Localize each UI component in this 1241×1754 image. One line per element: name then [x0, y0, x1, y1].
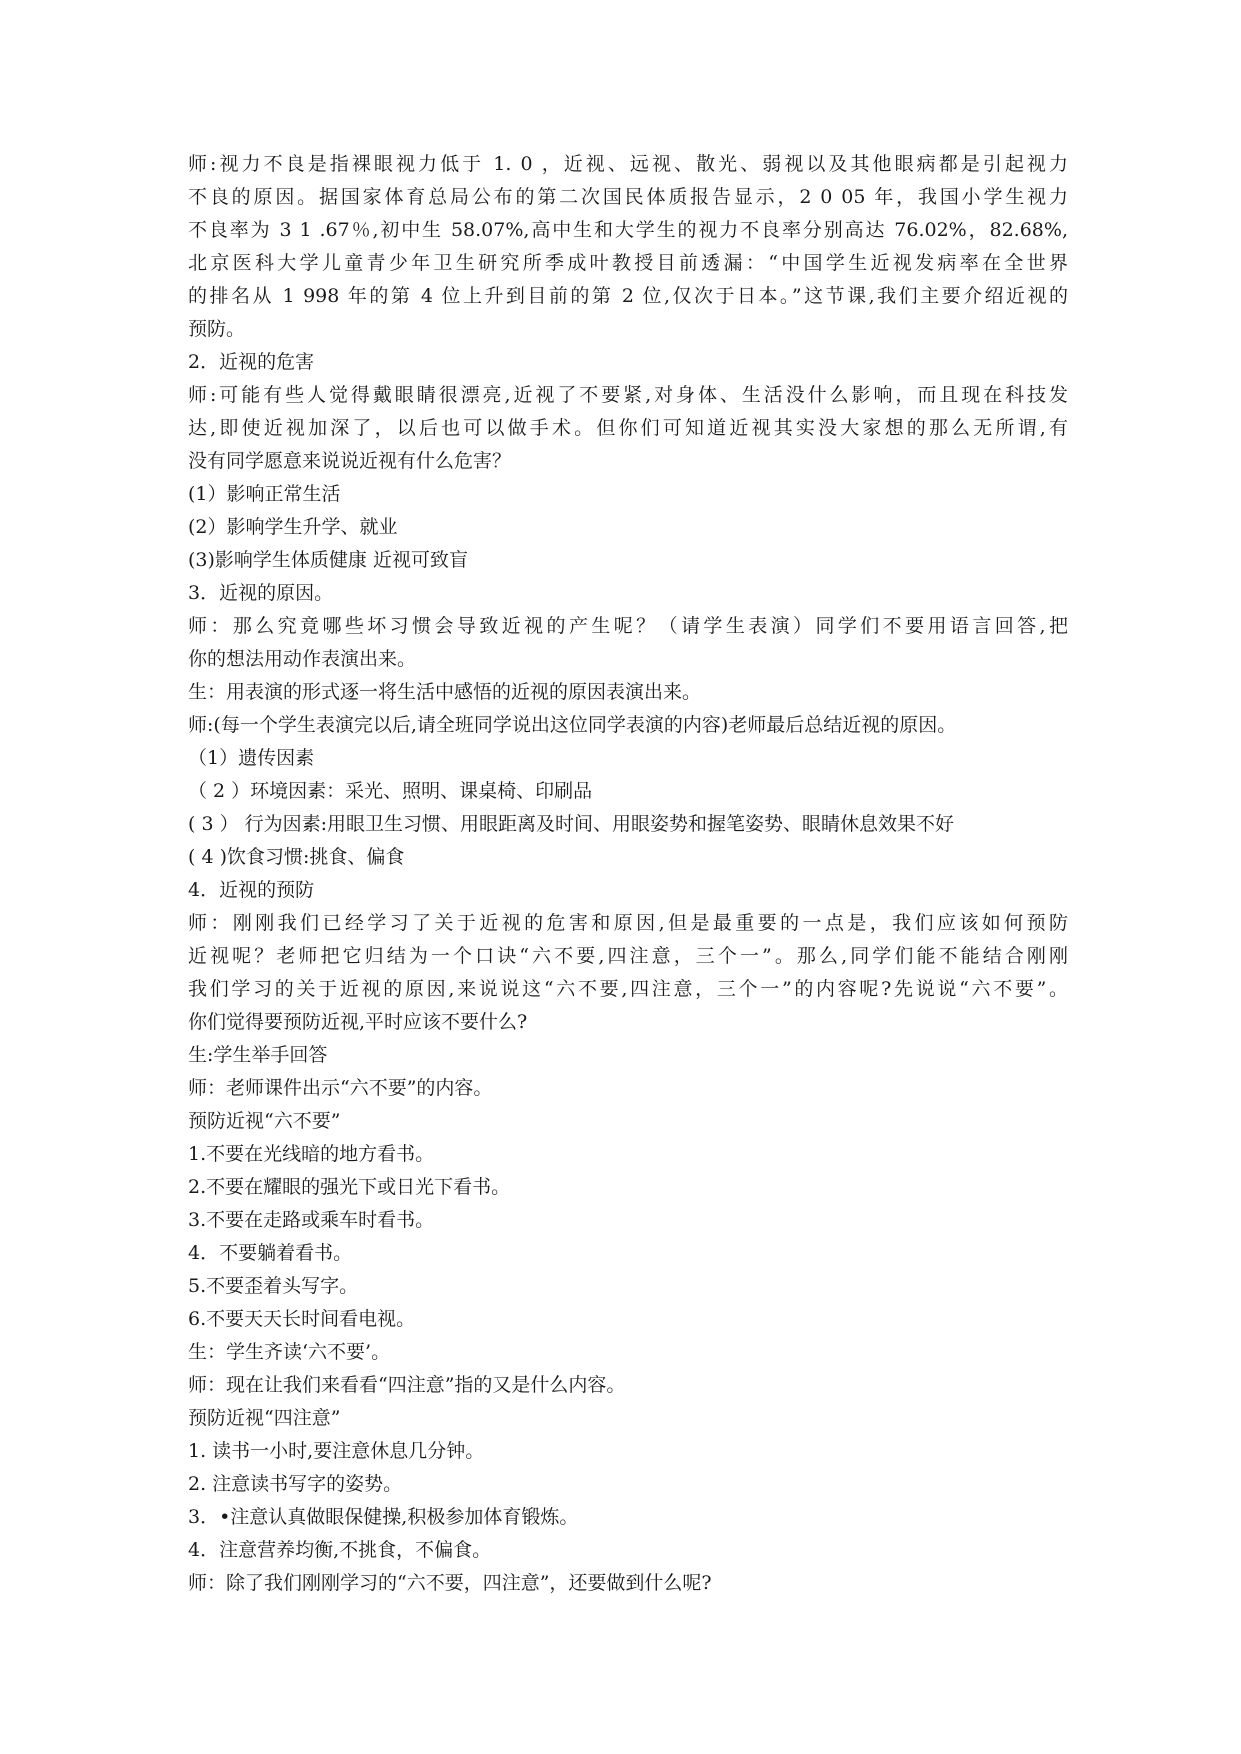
- text-line: 生：学生齐读‘六不要’。: [188, 1341, 391, 1363]
- section-heading: 3．近视的原因。: [188, 582, 334, 604]
- list-item: 3．•注意认真做眼保健操,积极参加体育锻炼。: [188, 1506, 579, 1528]
- text-line: 你们觉得要预防近视,平时应该不要什么?: [188, 1011, 528, 1033]
- list-item: ( 3 ） 行为因素:用眼卫生习惯、用眼距离及时间、用眼姿势和握笔姿势、眼睛休息效果不好: [188, 813, 955, 835]
- list-item: ( 4 )饮食习惯:挑食、偏食: [188, 846, 405, 868]
- text-line: 你的想法用动作表演出来。: [188, 648, 417, 670]
- text-line: 不良的原因。据国家体育总局公布的第二次国民体质报告显示，2 0 05 年，我国小学生视力: [188, 186, 1068, 208]
- text-line: 师：现在让我们来看看“四注意”指的又是什么内容。: [188, 1374, 626, 1396]
- list-item: （ 2 ）环境因素：采光、照明、课桌椅、印刷品: [188, 780, 593, 802]
- list-item: (1）影响正常生活: [188, 483, 341, 505]
- text-line: 师：老师课件出示“六不要”的内容。: [188, 1077, 493, 1099]
- text-line: 师：刚刚我们已经学习了关于近视的危害和原因,但是最重要的一点是，我们应该如何预防: [188, 912, 1068, 934]
- list-item: 4．注意营养均衡,不挑食，不偏食。: [188, 1539, 492, 1561]
- list-item: (2）影响学生升学、就业: [188, 516, 398, 538]
- text-line: 北京医科大学儿童青少年卫生研究所季成叶教授目前透漏：“中国学生近视发病率在全世界: [188, 252, 1068, 274]
- list-item: (3)影响学生体质健康 近视可致盲: [188, 549, 468, 571]
- text-line: 的排名从 1 998 年的第 4 位上升到目前的第 2 位,仅次于日本。”这节课,我们主要介绍近视的: [188, 285, 1068, 307]
- section-heading: 4．近视的预防: [188, 879, 315, 901]
- text-line: 师：除了我们刚刚学习的“六不要，四注意”，还要做到什么呢?: [188, 1572, 712, 1594]
- subheading: 预防近视“六不要”: [188, 1110, 341, 1132]
- list-item: 2. 注意读书写字的姿势。: [188, 1473, 403, 1495]
- text-line: 近视呢？老师把它归结为一个口诀“六不要,四注意，三个一”。那么,同学们能不能结合刚刚: [188, 945, 1068, 967]
- text-line: 师：那么究竟哪些坏习惯会导致近视的产生呢？（请学生表演）同学们不要用语言回答,把: [188, 615, 1068, 637]
- list-item: 6.不要天天长时间看电视。: [188, 1308, 416, 1330]
- list-item: 1. 读书一小时,要注意休息几分钟。: [188, 1440, 485, 1462]
- list-item: 5.不要歪着头写字。: [188, 1275, 359, 1297]
- text-line: 不良率为 3 1 .67％,初中生 58.07%,高中生和大学生的视力不良率分别高达 76.02%，82.68%,: [188, 219, 1068, 241]
- list-item: （1）遗传因素: [188, 747, 315, 769]
- text-line: 师:可能有些人觉得戴眼睛很漂亮,近视了不要紧,对身体、生活没什么影响，而且现在科技发: [188, 384, 1068, 406]
- text-line: 我们学习的关于近视的原因,来说说这“六不要,四注意，三个一”的内容呢?先说说“六不要”。: [188, 978, 1068, 1000]
- text-line: 达,即使近视加深了，以后也可以做手术。但你们可知道近视其实没大家想的那么无所谓,有: [188, 417, 1068, 439]
- text-line: 没有同学愿意来说说近视有什么危害？: [188, 450, 512, 472]
- section-heading: 2．近视的危害: [188, 351, 315, 373]
- text-line: 预防。: [188, 318, 246, 340]
- document-body: [188, 148, 1068, 1600]
- list-item: 4．不要躺着看书。: [188, 1242, 353, 1264]
- text-line: 生：用表演的形式逐一将生活中感悟的近视的原因表演出来。: [188, 681, 702, 703]
- list-item: 1.不要在光线暗的地方看书。: [188, 1143, 435, 1165]
- subheading: 预防近视“四注意”: [188, 1407, 341, 1429]
- text-line: 师:(每一个学生表演完以后,请全班同学说出这位同学表演的内容)老师最后总结近视的原因。: [188, 714, 957, 736]
- text-line: 生:学生举手回答: [188, 1044, 328, 1066]
- list-item: 2.不要在耀眼的强光下或日光下看书。: [188, 1176, 511, 1198]
- list-item: 3.不要在走路或乘车时看书。: [188, 1209, 435, 1231]
- text-line: 师:视力不良是指裸眼视力低于 1. 0 ，近视、远视、散光、弱视以及其他眼病都是引起视力: [188, 153, 1068, 175]
